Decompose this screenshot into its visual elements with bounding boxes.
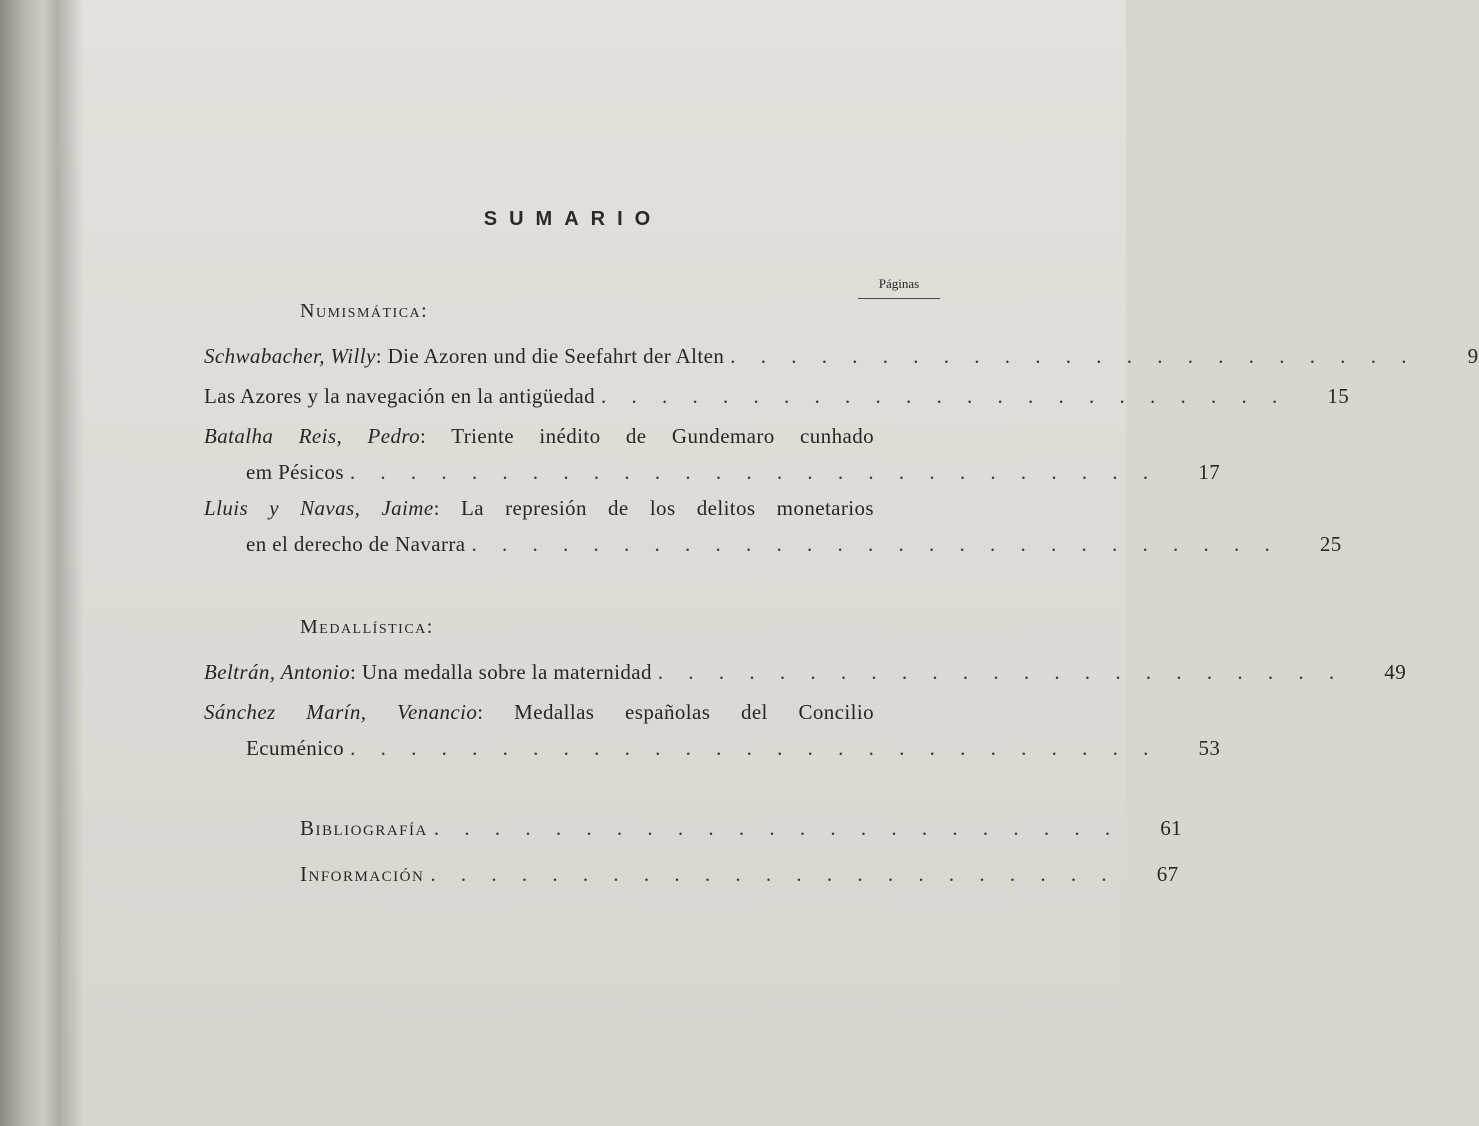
dot-leader: . . . . . . . . . . . . . . . . . . . . . . . bbox=[600, 384, 1288, 408]
section-heading-medallistica: Medallística: bbox=[300, 616, 434, 638]
toc-entry bbox=[204, 490, 1342, 562]
section-heading-numismatica: Numismática: bbox=[300, 300, 429, 322]
toc-entry bbox=[204, 338, 1479, 374]
entry-title-continued: em Pésicos bbox=[246, 460, 344, 484]
entry-title: : Medallas españolas del Concilio bbox=[477, 700, 874, 724]
toc-entry bbox=[204, 418, 1221, 490]
entry-title: : La represión de los delitos monetarios bbox=[433, 496, 874, 520]
entry-page-number: 53 bbox=[1198, 736, 1221, 760]
pages-column-label: Páginas bbox=[858, 276, 940, 299]
dot-leader: . . . . . . . . . . . . . . . . . . . . . . . . . . . bbox=[471, 532, 1280, 556]
entry-page-number: 15 bbox=[1327, 384, 1350, 408]
entry-author: Batalha Reis, Pedro bbox=[204, 424, 421, 448]
gutter-shadow bbox=[58, 0, 84, 1126]
entry-title: Las Azores y la navegación en la antigüedad bbox=[204, 384, 595, 408]
toc-entry bbox=[204, 654, 1407, 690]
dot-leader: . . . . . . . . . . . . . . . . . . . . . . . . . . . bbox=[350, 736, 1159, 760]
entry-title-continued: en el derecho de Navarra bbox=[246, 532, 466, 556]
entry-page-number: 9 bbox=[1467, 344, 1479, 368]
entry-title: : Una medalla sobre la maternidad bbox=[350, 660, 652, 684]
entry-page-number: 49 bbox=[1384, 660, 1407, 684]
toc-entry bbox=[204, 694, 1221, 766]
toc-entry-informacion bbox=[300, 856, 1179, 892]
dot-leader: . . . . . . . . . . . . . . . . . . . . . . . . . . . bbox=[349, 460, 1159, 484]
toc-entry bbox=[204, 378, 1350, 414]
entry-title: Bibliografía bbox=[300, 816, 428, 840]
dot-leader: . . . . . . . . . . . . . . . . . . . . . . . bbox=[730, 344, 1417, 368]
entry-author: Beltrán, Antonio bbox=[204, 660, 351, 684]
entry-title: Información bbox=[300, 862, 425, 886]
entry-page-number: 25 bbox=[1319, 532, 1342, 556]
entry-author: Schwabacher, Willy bbox=[204, 344, 376, 368]
entry-author: Lluis y Navas, Jaime bbox=[204, 496, 434, 520]
dot-leader: . . . . . . . . . . . . . . . . . . . . . . . bbox=[657, 660, 1345, 684]
entry-page-number: 61 bbox=[1160, 816, 1183, 840]
entry-author: Sánchez Marín, Venancio bbox=[204, 700, 478, 724]
entry-page-number: 67 bbox=[1156, 862, 1179, 886]
facing-page-edge bbox=[0, 0, 58, 1126]
document-page bbox=[58, 0, 1126, 1126]
dot-leader: . . . . . . . . . . . . . . . . . . . . . . . bbox=[433, 816, 1121, 840]
dot-leader: . . . . . . . . . . . . . . . . . . . . . . . bbox=[430, 862, 1117, 886]
toc-entry-bibliografia bbox=[300, 810, 1183, 846]
entry-title: : Die Azoren und die Seefahrt der Alten bbox=[375, 344, 725, 368]
entry-page-number: 17 bbox=[1198, 460, 1221, 484]
entry-title: : Triente inédito de Gundemaro cunhado bbox=[420, 424, 874, 448]
entry-title-continued: Ecuménico bbox=[246, 736, 345, 760]
page-title: SUMARIO bbox=[483, 208, 663, 230]
